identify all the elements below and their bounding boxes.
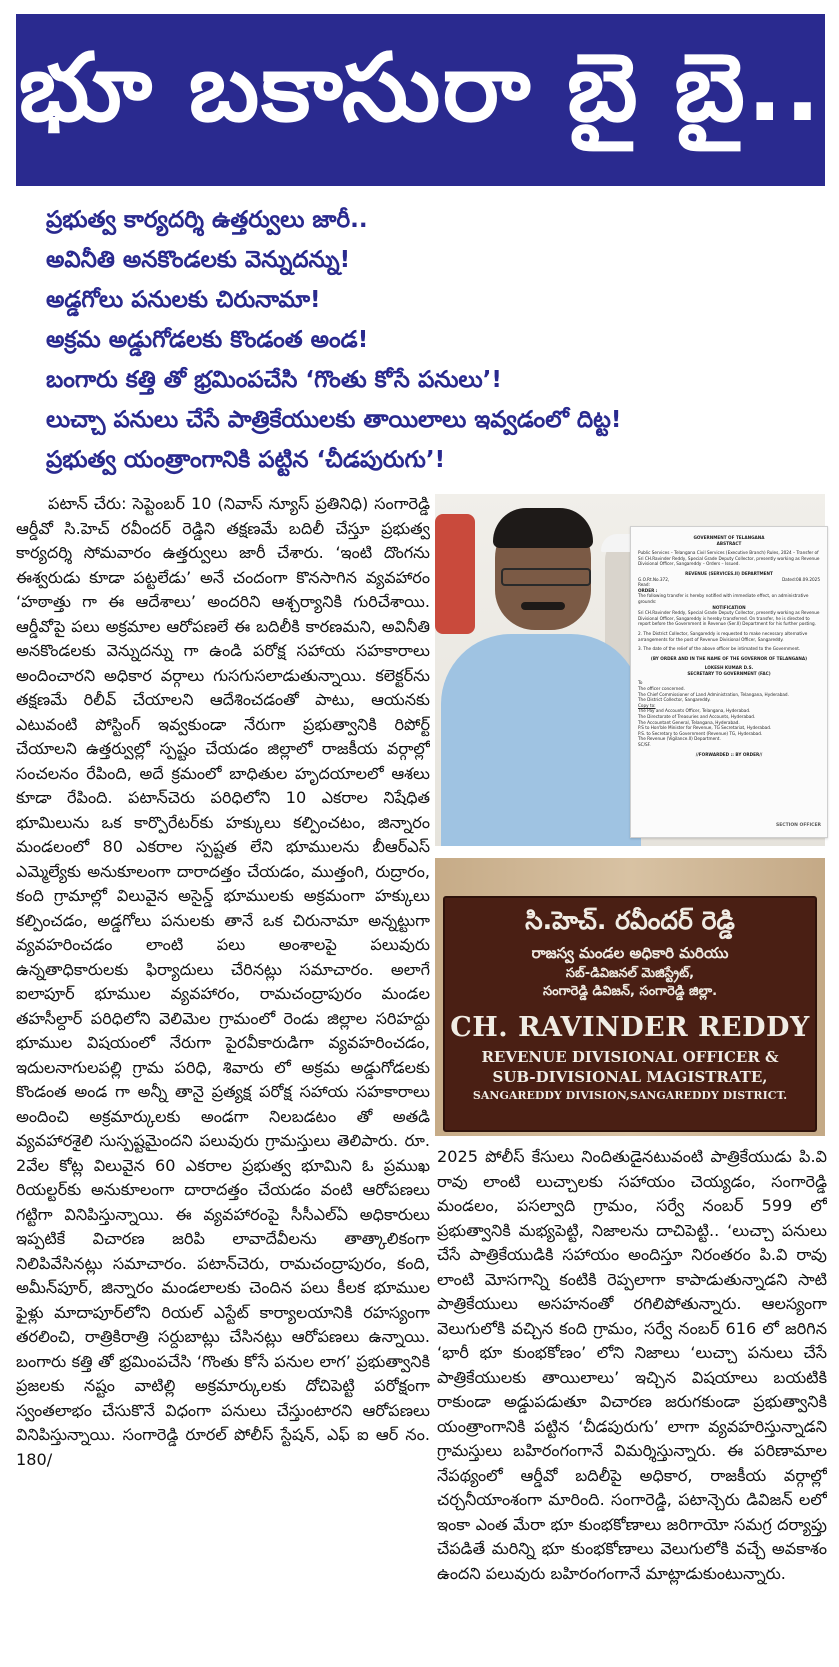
doc-stamp: SECTION OFFICER <box>775 823 821 829</box>
subhead-1: ప్రభుత్వ కార్యదర్శి ఉత్తర్వులు జారీ.. <box>46 207 368 233</box>
headline: భూ బకాసురా బై బై.. <box>18 34 823 143</box>
doc-to-2: The Chief Commissioner of Land Administration, Telangana, Hyderabad. <box>638 691 789 697</box>
subhead-2: అవినీతి అనకొండలకు వెన్నుదన్ను! <box>46 247 351 273</box>
doc-copy-7: SC/SF. <box>638 742 651 747</box>
doc-copy-2: The Directorate of Treasuries and Accounts, Hyderabad. <box>638 714 756 720</box>
nameplate-telugu-line-1: రాజస్వ మండల అధికారి మరియు <box>531 944 729 962</box>
subhead-3: అడ్డగోలు పనులకు చిరునామా! <box>46 287 321 313</box>
nameplate-telugu-name: సి.హెచ్. రవీందర్ రెడ్డి <box>525 906 735 935</box>
doc-copy-6: The Revenue (Vigilance.II) Department. <box>638 736 721 742</box>
doc-by-order: (BY ORDER AND IN THE NAME OF THE GOVERNOR OF TELANGANA) <box>650 655 808 661</box>
doc-to-3: The District Collector, Sangareddy. <box>638 697 711 703</box>
nameplate-english-name: CH. RAVINDER REDDY <box>450 1012 810 1043</box>
officer-hair <box>493 508 593 548</box>
subheadings <box>46 200 816 480</box>
doc-department: REVENUE (SERVICES.II) DEPARTMENT <box>685 570 773 576</box>
officer-glasses <box>501 568 591 586</box>
nameplate <box>443 896 817 1132</box>
doc-copy-4: P.S to Hon'ble Minister for Revenue, TG Secretariat, Hyderabad. <box>638 725 772 731</box>
subhead-7: ప్రభుత్వ యంత్రాంగానికి పట్టిన ‘చీడపురుగు’! <box>46 447 446 473</box>
doc-header-2: ABSTRACT <box>716 540 742 546</box>
doc-para-0: The following transfer is hereby notified with immediate effect, on administrative grounds: <box>638 593 809 604</box>
article-left-column: పటాన్ చేరు: సెప్టెంబర్ 10 (నివాస్ న్యూస్ ప్రతినిధి) సంగారెడ్డి ఆర్డీవో సి.హెచ్ రవీందర్ రెడ్డిని తక్షణమే బదిలీ చేస్తూ ప్రభుత్వ కార్యదర్శి సోమవారం ఉత్తర్వులు జారీ చేశారు. ‘ఇంటి దొంగను ఈశ్వరుడు కూడా పట్టలేడు’ అనే చందంగా కొనసాగిన వ్యవహారం ‘హఠాత్తు గా ఈ ఆదేశాలు’ అందరిని ఆశ్చర్యానికి గురిచేశాయి. ఆర్డీవోపై పలు అక్రమాల ఆరోపణలే ఈ బదిలీకి కారణమని, అవినీతి అనకొండలకు వెన్నుదన్ను గా ఉండి పరోక్ష సహాయ సహకారాలు అందించారని అధికార వర్గాలు గుసగుసలాడుతున్నాయి. కలెక్టర్‌ను తక్షణమే రిలీవ్ చేయాలని ఆదేశించడంతో పాటు, ఆయనకు ఎటువంటి పోస్టింగ్ ఇవ్వకుండా నేరుగా ప్రభుత్వానికి రిపోర్ట్ చేయాలని ఉత్తర్వుల్లో స్పష్టం చేయడం జిల్లాలో రాజకీయ వర్గాల్లో సంచలనం రేపింది, అదే క్రమంలో బాధితుల హృదయాలలో ఆశలు కూడా రేపింది. పటాన్‌చెరు పరిధిలోని 10 ఎకరాల నిషేధిత భూమిలును ఒక కార్పొరేటర్‌కు హక్కులు కల్పించటం, జిన్నారం మండలంలో 80 ఎకరాల స్పష్టత లేని భూములను బీఆర్ఎస్ ఎమ్మెల్యేకు అనుకూలంగా దారాదత్తం చేయడం, ముత్తంగి, రుద్రారం, కంది గ్రామాల్లో విలువైన అసైన్డ్ భూములకు అక్రమంగా హక్కులు కల్పించడం, అడ్డగోలు పనులకు తానే ఒక చిరునామా అన్నట్టుగా వ్యవహరించడం లాంటి పలు అంశాలపై పలువురు ఉన్నతాధికారులకు ఫిర్యాదులు చేరినట్లు సమాచారం. అలాగే ఐలాపూర్ భూముల వ్యవహారం, రామచంద్రాపురం మండల తహసీల్దార్ పరిధిలోని వెలిమెల గ్రామంలో రెండు జిల్లాల సరిహద్దు భూముల విషయంలో నేరుగా పైరవీకారుడిగా వ్యవహరించడం, ఇదులనాగులపల్లి గ్రామ పరిధి, శివారు లో అక్రమ అడ్డుగోడలకు కొండంత అండ గా అన్నీ తానై ప్రత్యక్ష పరోక్ష సహాయ సహకారాలు అందించి అక్రమార్కులకు అండగా నిలబడటం తో అతడి వ్యవహారశైలి సుస్పష్టమైందని పలువురు గ్రామస్తులు తెలిపారు. రూ. 2వేల కోట్ల విలువైన 60 ఎకరాల ప్రభుత్వ భూమిని ఓ ప్రముఖ రియల్టర్‌కు అనుకూలంగా దారాదత్తం చేయడం వంటి ఆరోపణలు గట్టిగా వినిపిస్తున్నాయి. ఈ వ్యవహారంపై సీసీఎల్ఏ అధికారులు ఇప్పటికే విచారణ జరిపి లావాదేవీలను తాత్కాలికంగా నిలిపివేసినట్లు సమాచారం. పటాన్‌చెరు, రామచంద్రాపురం, కంది, అమీన్‌పూర్, జిన్నారం మండలాలకు చెందిన పలు కీలక భూముల ఫైళ్లు మాదాపూర్‌లోని రియల్ ఎస్టేట్ కార్యాలయానికి రహస్యంగా తరలించి, రాత్రికిరాత్రి సర్దుబాట్లు చేసినట్లు ఆరోపణలు ఉన్నాయి. బంగారు కత్తి తో భ్రమింపచేసి ‘గొంతు కోసే పనుల లాగ’ ప్రభుత్వానికి ప్రజలకు నష్టం వాటిల్లి అక్రమార్కులకు దోచిపెట్టి పరోక్షంగా స్వంతలాభం చేసుకొనే విధంగా పనులు చేస్తుంటారని ఆరోపణలు వినిపిస్తున్నాయి. సంగారెడ్డి రూరల్ పోలీస్ స్టేషన్, ఎఫ్ ఐ ఆర్ నం. 180/ <box>16 494 430 1469</box>
nameplate-english-line-2: SUB-DIVISIONAL MAGISTRATE, <box>492 1068 768 1086</box>
doc-copy-1: The Pay and Accounts Officer, Telangana, Hyderabad. <box>638 708 751 714</box>
article-right-column: 2025 పోలీస్ కేసులు నిందితుడైనటువంటి పాత్రికేయుడు పి.వి రావు లాంటి లుచ్చాలకు సహాయం చెయ్యడం, సంగారెడ్డి మండలం, పసల్వాది గ్రామం, సర్వే నంబర్ 599 లో ప్రభుత్వానికి మభ్యపెట్టి, నిజాలను దాచిపెట్టి.. ‘లుచ్చా పనులు చేసే పాత్రికేయుడికి సహాయం అందిస్తూ నిరంతరం పి.వి రావు లాంటి మోసగాన్ని కంటికి రెప్పలాగా కాపాడుతున్నాడని సాటి పాత్రికేయులు అసహనంతో రగిలిపోతున్నారు. ఆలస్యంగా వెలుగులోకి వచ్చిన కంది గ్రామం, సర్వే నంబర్ 616 లో జరిగిన ‘భారీ భూ కుంభకోణం’ లోని నిజాలు ‘లుచ్చా పనులు చేసే పాత్రికేయులకు తాయిలాలు’ ఇచ్చిన విషయాలు బయటికి రాకుండా అడ్డుపడుతూ విచారణ జరుగకుండా ప్రభుత్వానికి యంత్రాంగానికి పట్టిన ‘చీడపురుగు’ లాగా వ్యవహరిస్తున్నాడని గ్రామస్తులు బహిరంగంగానే విమర్శిస్తున్నారు. ఈ పరిణామాల నేపథ్యంలో ఆర్డీవో బదిలీపై అధికార, రాజకీయ వర్గాల్లో చర్చనీయాంశంగా మారింది. సంగారెడ్డి, పటాన్చెరు డివిజన్ లలో ఇంకా ఎంత మేరా భూ కుంభకోణాలు జరిగాయో సమగ్ర దర్యాప్తు చేపడితే మరిన్ని భూ కుంభకోణాలు వెలుగులోకి వచ్చే అవకాశం ఉందని పలువురు బహిరంగంగానే మాట్లాడుకుంటున్నారు. <box>437 1147 827 1583</box>
subhead-5: బంగారు కత్తి తో భ్రమింపచేసి ‘గొంతు కోసే పనులు’! <box>46 367 502 393</box>
doc-para-2: 2. The District Collector, Sangareddy is requested to make necessary alternative arrangements for the post of Revenue Divisional Officer, Sangareddy. <box>638 630 808 642</box>
headline-banner <box>16 14 825 186</box>
doc-forwarded: //FORWARDED :: BY ORDER// <box>695 751 763 757</box>
doc-copy-label: Copy to: <box>638 702 656 708</box>
nameplate-telugu-line-2: సబ్-డివిజనల్ మెజిస్ట్రేట్, <box>565 966 695 981</box>
subhead-6: లుచ్చా పనులు చేసే పాత్రికేయులకు తాయిలాలు ఇవ్వడంలో దిట్ట! <box>46 407 622 433</box>
doc-order-label: ORDER : <box>638 587 658 593</box>
doc-notification-label: NOTIFICATION <box>712 604 746 610</box>
doc-read: Read: <box>638 582 650 588</box>
background-sign <box>435 514 475 634</box>
doc-header-1: GOVERNMENT OF TELANGANA <box>693 535 765 540</box>
doc-to-label: To <box>638 680 643 686</box>
nameplate-photo <box>435 858 825 1136</box>
nameplate-english-line-1: REVENUE DIVISIONAL OFFICER & <box>481 1048 779 1066</box>
doc-copy-3: The Accountant General, Telangana, Hyderabad. <box>638 719 740 725</box>
government-order-document <box>630 526 828 838</box>
doc-designation: SECRETARY TO GOVERNMENT (FAC) <box>687 670 771 676</box>
doc-to-1: The officer concerned. <box>638 686 685 692</box>
doc-signatory: LOKESH KUMAR D.S. <box>704 665 754 671</box>
doc-para-1: Sri CH.Ravinder Reddy, Special Grade Deputy Collector, presently working as Revenue Divisional Officer, Sangareddy is hereby transferred. On transfer, he is directed to report before the Government in Revenue (Ser.II) Department for his further posting. <box>638 610 820 627</box>
subhead-4: అక్రమ అడ్డుగోడలకు కొండంత అండ! <box>46 327 369 353</box>
officer-mustache <box>521 602 565 610</box>
doc-subject: Public Services – Telangana Civil Services (Executive Branch) Rules, 2024 – Transfer of Sri CH.Ravinder Reddy, Special Grade Deputy Collector, presently working as Revenue Divisional Officer, Sangareddy – Orders – Issued. <box>638 550 820 567</box>
doc-go-number: G.O.Rt.No.372, Dated:08.09.2025 <box>638 576 820 582</box>
nameplate-english-line-3: SANGAREDDY DIVISION,SANGAREDDY DISTRICT. <box>472 1089 788 1102</box>
nameplate-telugu-line-3: సంగారెడ్డి డివిజన్, సంగారెడ్డి జిల్లా. <box>542 984 718 999</box>
doc-para-3: 3. The date of the relief of the above officer be intimated to the Government. <box>638 646 801 652</box>
officer-shirt <box>441 634 641 846</box>
doc-copy-5: P.S. to Secretary to Government (Revenue) TG, Hyderabad. <box>638 730 763 736</box>
